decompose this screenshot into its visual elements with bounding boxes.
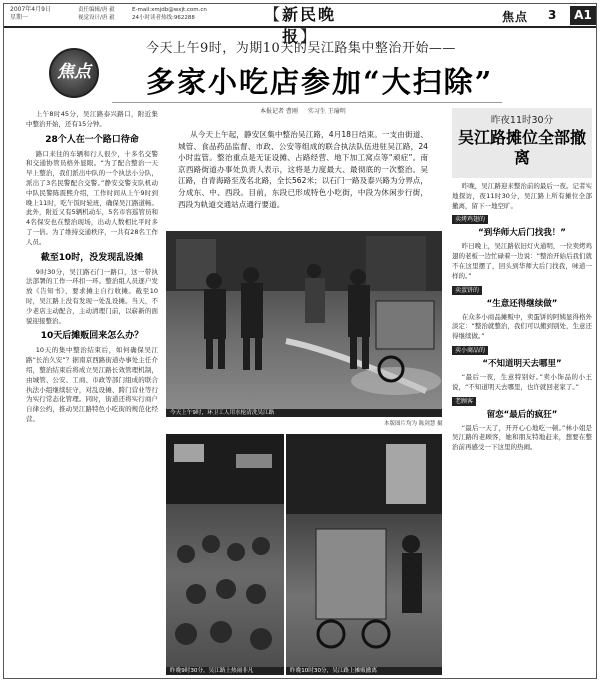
byline-intern: 实习生 王瑜明	[307, 108, 346, 115]
page-code: A1	[570, 6, 596, 25]
focus-seal-icon: 焦点	[49, 48, 99, 98]
byline-reporter: 本报记者 曹刚	[260, 108, 298, 115]
right-quote-4: 留恋“最后的疯狂”	[486, 409, 558, 420]
left-body-1: 路口来往的车辆和行人很少，十多名交警和交通协管员格外显眼。“为了配合整治一天早上整治，我们派出中队的一个执法小分队，派出了3名民警配合交警。”静安交警支队机动中队民警陈震熙介绍，工作时间从上午9时到晚上11时，吃午饭时轮班，确保吴江路道畅。此外，附近又有5辆机动车，5名市容巡管员和4名保安也在整治现场，出动人数相比平时多了一倍。为了维持交通秩序，一共有28名工作人员。	[26, 149, 158, 246]
masthead-contact: E-mail:xmjdb@wxjt.com.cn 24小时读者热线:962288	[132, 7, 207, 21]
byline	[252, 106, 346, 115]
section-name: 焦点	[502, 10, 529, 24]
left-body-2: 9时30分，吴江路石门一路口，这一带执法部署的工作一环扣一环。整治组人员逐户发放《告知书》，要求摊主自行收摊。截至10时，吴江路上没有发现一处乱设摊。当天，不少老店主动配合，主动清理门前，以崭新的面貌迎接整治。	[26, 267, 158, 325]
right-body-4: “最后一天了，开开心心地吃一顿。”林小姐是吴江路的老顾客，她和朋友特地赶来，想要在整治前再感受一下这里的热闹。	[452, 423, 592, 452]
left-column	[26, 110, 158, 675]
newspaper-page	[3, 3, 597, 679]
right-tag-3: 卖小商品的	[452, 346, 488, 355]
photo-caption-1: 今天上午9时，环卫工人用水枪清洗吴江路	[166, 409, 442, 417]
right-quote-3: “不知道明天去哪里”	[482, 358, 562, 369]
photo-night-crowd	[166, 434, 284, 667]
photo-vendor-leaving	[286, 434, 442, 667]
headline-rule	[112, 102, 502, 103]
masthead-editors: 责任编辑/唐 毅 视觉设计/唐 毅	[78, 7, 115, 21]
left-subhead-2: 截至10时，没发现乱设摊	[40, 252, 144, 263]
right-quote-1: “到华师大后门找我！”	[478, 228, 566, 239]
left-intro: 上午8时45分，吴江路泰兴路口，附近集中整治开始，还有15分钟。	[26, 110, 158, 128]
left-subhead-3: 10天后摊贩回来怎么办？	[40, 331, 144, 342]
photo-caption-2: 昨晚9时30分，吴江路上热闹非凡	[166, 667, 284, 675]
photo-credit: 本版图片均为 陈剑慧 摄	[384, 421, 443, 427]
right-quote-2: “生意还得继续做”	[486, 298, 558, 309]
masthead-date: 2007年4月9日 星期一	[10, 6, 51, 21]
left-body-3: 10天的集中整治结束后，如何确保吴江路“长治久安”？据南京西路街道办事处主任介绍，整治结束后将成立吴江路长效管理机制，由城管、公安、工商、市政等部门组成的联合执法小组继续驻守，对乱设摊、跨门营业等行为实行常态化管理。同时，街道还将实行商户自律公约，推动吴江路特色小吃街的规范化经营。	[26, 346, 158, 423]
right-time-label: 昨夜11时30分	[490, 115, 554, 126]
lead-paragraph: 从今天上午起，静安区集中整治吴江路，4月18日结束。一支由街道、城管、食品药品监督、市政、公安等组成的联合执法队伍进驻吴江路，24小时监管。整治重点是无证设摊、占路经营、地下加工窝点等“顽症”。南京西路街道办事处负责人表示，这将是力度最大、最彻底的一次整治。吴江路，自青海路至茂名北路，全长562米；以石门一路及泰兴路为分界点，分成东、中、西段。目前，东段已形成特色小吃街，中段为休闲步行街，西段为轨道交通站点通行要道。	[178, 130, 428, 209]
headline-kicker: 今天上午9时，为期10天的吴江路集中整治开始——	[146, 41, 456, 56]
right-body-2: 在众多小商品摊贩中，卖蛋饼的阿姨显得格外淡定：“整治就整治，我们可以搬到别处，生意还得继续做。”	[452, 312, 592, 341]
photo-caption-3: 昨晚10时30分，吴江路上摊贩撤离	[286, 667, 442, 675]
page-headline: 多家小吃店参加“大扫除”	[146, 65, 494, 99]
right-body-3: “最后一夜，生意特别好。”卖小饰品的小王说，“不知道明天去哪里，也许就回老家了。”	[452, 372, 592, 391]
newspaper-logo: 【新民晚报】	[263, 5, 337, 46]
right-column	[452, 182, 592, 678]
photo-vendor-leaving-illustration	[286, 434, 442, 667]
masthead	[4, 4, 597, 46]
photo-street-cleaning-illustration	[166, 231, 442, 409]
right-tag-2: 卖蛋饼的	[452, 286, 482, 295]
right-body-1: 昨日晚上，吴江路依旧灯火通明，一位卖烤鸡翅的老板一边忙碌着一边说：“整治开始后我们就不在这里摆了，回头到华师大后门找我，味道一样的。”	[452, 242, 592, 280]
right-tag-4: 老顾客	[452, 397, 476, 406]
right-intro: 昨晚，吴江路迎来整治前的最后一夜。记者实地探访，夜11时30分，吴江路上所有摊位全部撤离，留下一地空旷。	[452, 182, 592, 210]
photo-street-cleaning	[166, 231, 442, 409]
right-title: 吴江路摊位全部撤离	[457, 128, 586, 167]
page-number: 3	[548, 8, 557, 22]
right-tag-1: 卖烤鸡翅的	[452, 215, 488, 224]
photo-night-crowd-illustration	[166, 434, 284, 667]
left-subhead-1: 28个人在一个路口待命	[45, 134, 139, 145]
